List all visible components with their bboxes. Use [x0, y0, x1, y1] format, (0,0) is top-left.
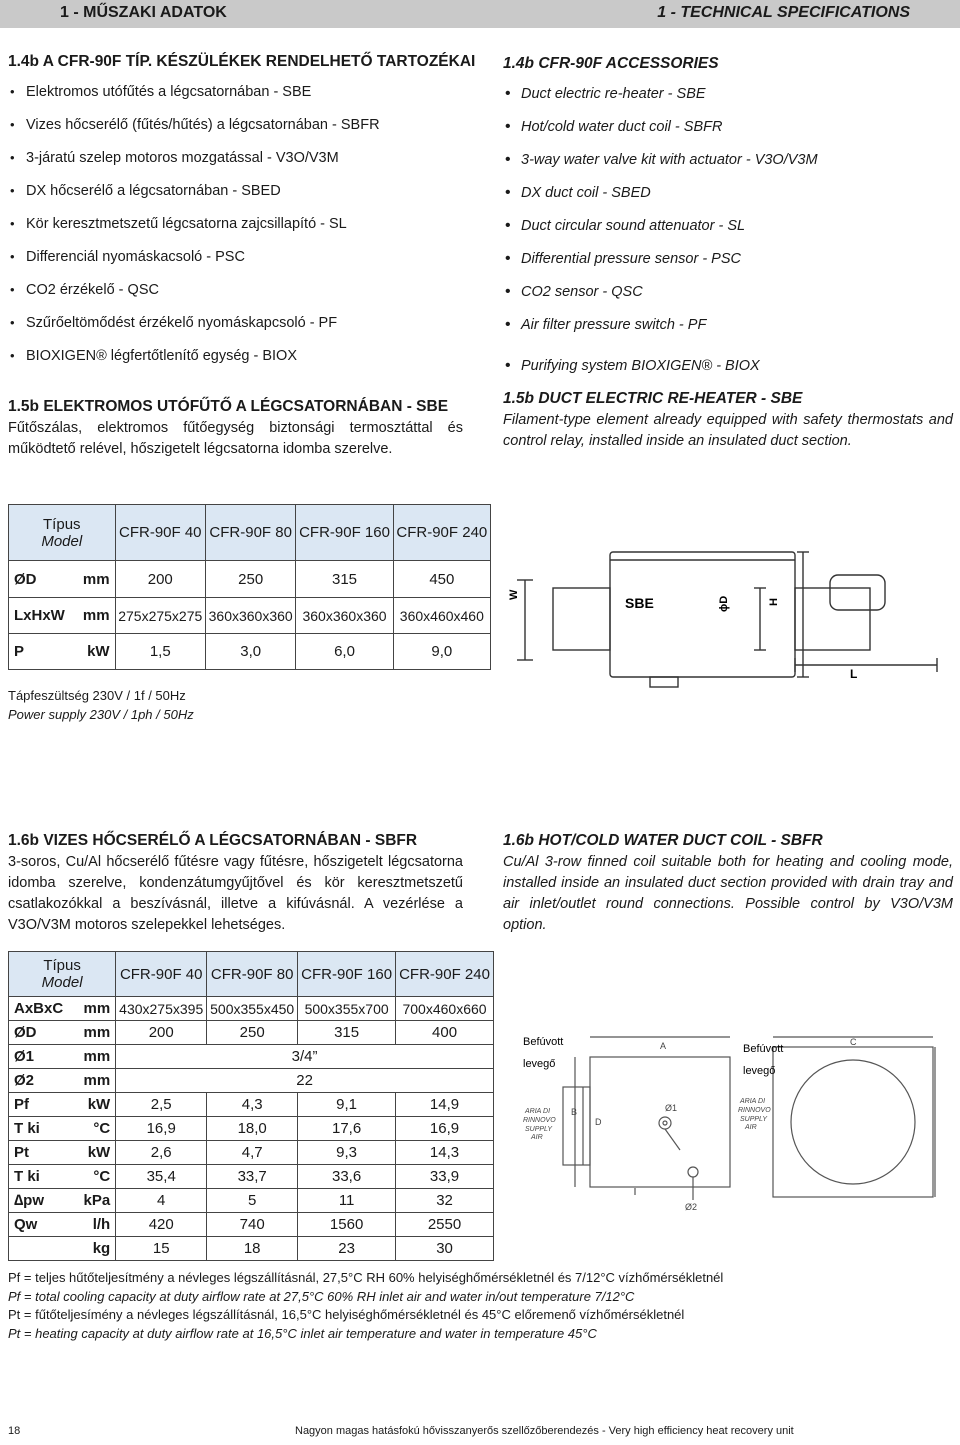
- table-row: [9, 1045, 494, 1069]
- note-1: Pf = teljes hűtőteljesítmény a névleges légszállításnál, 27,5°C RH 60% helyiséghőmérsékletnél és 7/12°C vízhőmérsékletnél: [8, 1270, 724, 1285]
- list-item: • 3-way water valve kit with actuator - V3O/V3M: [503, 149, 953, 182]
- table-cell: 4,7: [207, 1141, 298, 1165]
- list-item: • Szűrőeltömődést érzékelő nyomáskapcsoló - PF: [8, 312, 478, 345]
- table-cell: 6,0: [296, 634, 393, 670]
- header-left: 1 - MŰSZAKI ADATOK: [60, 4, 227, 21]
- supply-hu: Tápfeszültség 230V / 1f / 50Hz: [8, 688, 186, 703]
- note-2: Pf = total cooling capacity at duty airflow rate at 27,5°C 60% RH inlet air and water in/out temperature 7/12°C: [8, 1288, 635, 1304]
- row-label: P: [9, 634, 76, 670]
- list-item: • Duct circular sound attenuator - SL: [503, 215, 953, 248]
- row-label: Qw: [9, 1213, 76, 1237]
- list-item: • DX duct coil - SBED: [503, 182, 953, 215]
- w-label: W: [508, 589, 520, 600]
- table-cell: 17,6: [298, 1117, 396, 1141]
- table-cell: 33,9: [396, 1165, 494, 1189]
- list-item: • CO2 sensor - QSC: [503, 281, 953, 314]
- page-header: [0, 0, 960, 28]
- row-label: Pt: [9, 1141, 76, 1165]
- row-label: ∆pw: [9, 1189, 76, 1213]
- note-4: Pt = heating capacity at duty airflow rate at 16,5°C inlet air temperature and water in temperature 45°C: [8, 1325, 597, 1341]
- sbfr-en-text: Cu/Al 3-row finned coil suitable both for heating and cooling mode, installed inside an insulated duct section provided with drain tray and air inlet/outlet round connections. Possible control by V3O/V3M option.: [503, 854, 953, 933]
- table-cell: 200: [116, 1021, 207, 1045]
- row-label: T ki: [9, 1165, 76, 1189]
- table-cell: 250: [207, 1021, 298, 1045]
- left-label-2: levegő: [523, 1058, 556, 1070]
- table-row: [9, 1165, 494, 1189]
- row-unit: kW: [75, 1141, 115, 1165]
- footer-text: Nagyon magas hatásfokú hővisszanyerős szellőzőberendezés - Very high efficiency heat recovery unit: [295, 1425, 794, 1437]
- table-cell: 360x360x360: [296, 598, 393, 634]
- dim-b: B: [571, 1107, 578, 1117]
- header-right: 1 - TECHNICAL SPECIFICATIONS: [657, 4, 910, 21]
- accessories-en-title: 1.4b CFR-90F ACCESSORIES: [503, 55, 719, 72]
- table-cell: 23: [298, 1237, 396, 1261]
- row-unit: kW: [76, 634, 115, 670]
- left-it-2: RINNOVO: [523, 1117, 556, 1124]
- table-header: CFR-90F 40: [116, 952, 207, 997]
- sbe-spec-table: [8, 504, 491, 670]
- accessories-hu-title: 1.4b A CFR-90F TÍP. KÉSZÜLÉKEK RENDELHETŐ TARTOZÉKAI: [8, 53, 476, 70]
- d-label: ϕD: [718, 595, 730, 612]
- row-label: AxBxC: [9, 997, 76, 1021]
- left-en-2: AIR: [531, 1134, 543, 1141]
- table-row: [9, 1093, 494, 1117]
- table-cell: 33,7: [207, 1165, 298, 1189]
- row-unit: °C: [75, 1117, 115, 1141]
- table-header: CFR-90F 240: [393, 505, 490, 561]
- dim-d: D: [595, 1117, 602, 1127]
- table-cell: 2,5: [116, 1093, 207, 1117]
- header-type-en: Model: [41, 974, 83, 991]
- dim-o2: Ø2: [685, 1202, 698, 1212]
- page-number: 18: [8, 1425, 21, 1437]
- table-cell: 360x460x460: [393, 598, 490, 634]
- sbe-en: [503, 390, 953, 452]
- table-row: [9, 1069, 494, 1093]
- row-unit: mm: [75, 997, 115, 1021]
- table-cell: 275x275x275: [115, 598, 205, 634]
- sbfr-spec-table: [8, 951, 494, 1261]
- table-header: CFR-90F 80: [205, 505, 295, 561]
- row-unit: mm: [75, 1045, 115, 1069]
- sbfr-hu: [8, 832, 463, 936]
- right-it-1: ARIA DI: [740, 1098, 766, 1105]
- list-item: • Differential pressure sensor - PSC: [503, 248, 953, 281]
- row-label: T ki: [9, 1117, 76, 1141]
- supply-note: [8, 686, 194, 724]
- list-item: • Hot/cold water duct coil - SBFR: [503, 116, 953, 149]
- list-item: • 3-járatú szelep motoros mozgatással - V3O/V3M: [8, 147, 478, 180]
- table-cell: 315: [298, 1021, 396, 1045]
- row-unit: mm: [76, 598, 115, 634]
- list-item: • Air filter pressure switch - PF: [503, 314, 953, 347]
- table-cell: 3/4”: [116, 1045, 494, 1069]
- table-header: CFR-90F 160: [296, 505, 393, 561]
- table-cell: 18,0: [207, 1117, 298, 1141]
- dim-o1: Ø1: [665, 1103, 678, 1113]
- list-item: • Vizes hőcserélő (fűtés/hűtés) a légcsatornában - SBFR: [8, 114, 478, 147]
- dim-c: C: [850, 1037, 857, 1047]
- row-unit: l/h: [75, 1213, 115, 1237]
- table-cell: 33,6: [298, 1165, 396, 1189]
- header-type-hu: Típus: [43, 957, 81, 974]
- table-cell: 2,6: [116, 1141, 207, 1165]
- table-cell: 5: [207, 1189, 298, 1213]
- table-row: [9, 561, 491, 598]
- table-cell: 14,9: [396, 1093, 494, 1117]
- sbfr-en: [503, 832, 953, 936]
- right-en-2: AIR: [745, 1124, 757, 1131]
- list-item: • DX hőcserélő a légcsatornában - SBED: [8, 180, 478, 213]
- row-label: Pf: [9, 1093, 76, 1117]
- table-cell: 9,3: [298, 1141, 396, 1165]
- table-cell: 315: [296, 561, 393, 598]
- table-header: CFR-90F 40: [115, 505, 205, 561]
- table-row: [9, 1213, 494, 1237]
- row-unit: mm: [75, 1069, 115, 1093]
- table-header: CFR-90F 240: [396, 952, 494, 997]
- table-cell: 18: [207, 1237, 298, 1261]
- table-cell: 450: [393, 561, 490, 598]
- row-label: ØD: [9, 1021, 76, 1045]
- sbfr-hu-title: 1.6b VIZES HŐCSERÉLŐ A LÉGCSATORNÁBAN - SBFR: [8, 832, 418, 849]
- dim-a: A: [660, 1041, 667, 1051]
- table-cell: 30: [396, 1237, 494, 1261]
- table-cell: 32: [396, 1189, 494, 1213]
- table-row: [9, 1237, 494, 1261]
- table-row: [9, 634, 491, 670]
- row-label: Ø1: [9, 1045, 76, 1069]
- table-cell: 2550: [396, 1213, 494, 1237]
- left-label-1: Befúvott: [523, 1036, 564, 1048]
- table-cell: 16,9: [116, 1117, 207, 1141]
- accessories-en-list: [503, 83, 953, 388]
- list-item: • Kör keresztmetszetű légcsatorna zajcsillapító - SL: [8, 213, 478, 246]
- table-header: CFR-90F 160: [298, 952, 396, 997]
- table-cell: 35,4: [116, 1165, 207, 1189]
- right-label-1: Befúvott: [743, 1043, 784, 1055]
- table-cell: 200: [115, 561, 205, 598]
- table-row: [9, 997, 494, 1021]
- table-cell: 360x360x360: [205, 598, 295, 634]
- sbe-hu: [8, 398, 463, 460]
- table-cell: 420: [116, 1213, 207, 1237]
- table-cell: 500x355x450: [207, 997, 298, 1021]
- note-3: Pt = fűtőteljesímény a névleges légszállításnál, 16,5°C helyiséghőmérsékletnél és 45°C előremenő vízhőmérsékletnél: [8, 1307, 685, 1322]
- table-cell: 11: [298, 1189, 396, 1213]
- header-type-en: Model: [41, 532, 83, 550]
- table-row: [9, 1141, 494, 1165]
- list-item: • Elektromos utófűtés a légcsatornában - SBE: [8, 81, 478, 114]
- right-it-2: RINNOVO: [738, 1107, 771, 1114]
- supply-en: Power supply 230V / 1ph / 50Hz: [8, 707, 194, 722]
- accessories-en: [503, 55, 953, 388]
- table-header-model: [9, 952, 116, 997]
- table-cell: 14,3: [396, 1141, 494, 1165]
- table-cell: 1560: [298, 1213, 396, 1237]
- list-item: • Duct electric re-heater - SBE: [503, 83, 953, 116]
- table-cell: 430x275x395: [116, 997, 207, 1021]
- l-label: L: [850, 667, 858, 681]
- accessories-hu-list: [8, 81, 478, 378]
- list-item: • Differenciál nyomáskacsoló - PSC: [8, 246, 478, 279]
- table-row: [9, 598, 491, 634]
- row-unit: mm: [76, 561, 115, 598]
- table-cell: 740: [207, 1213, 298, 1237]
- table-header: CFR-90F 80: [207, 952, 298, 997]
- table-row: [9, 1117, 494, 1141]
- table-cell: 9,1: [298, 1093, 396, 1117]
- sbfr-hu-text: 3-soros, Cu/Al hőcserélő fűtésre vagy fűtésre, hőszigetelt légcsatorna idomba szerelve, kondenzátumgyűjtővel és kör keresztmetszetű csatlakozókkal a beszívásnál, illetve a kifúvásnál. A vezérlése a V3O/V3M motoros szelepekkel lehetséges.: [8, 854, 463, 933]
- table-cell: 400: [396, 1021, 494, 1045]
- table-cell: 16,9: [396, 1117, 494, 1141]
- list-item: • BIOXIGEN® légfertőtlenítő egység - BIOX: [8, 345, 478, 378]
- notes: [8, 1269, 953, 1343]
- list-item: • Purifying system BIOXIGEN® - BIOX: [503, 355, 953, 388]
- sbe-label: SBE: [625, 595, 654, 611]
- left-en-1: SUPPLY: [525, 1126, 552, 1133]
- sbfr-en-title: 1.6b HOT/COLD WATER DUCT COIL - SBFR: [503, 832, 823, 849]
- table-cell: 22: [116, 1069, 494, 1093]
- sbe-en-text: Filament-type element already equipped with safety thermostats and control relay, installed inside an insulated duct section.: [503, 412, 953, 449]
- header-type-hu: Típus: [43, 515, 81, 533]
- row-label: LxHxW: [9, 598, 76, 634]
- sbe-diagram: [505, 520, 950, 695]
- row-label: Ø2: [9, 1069, 76, 1093]
- sbe-hu-title: 1.5b ELEKTROMOS UTÓFŰTŐ A LÉGCSATORNÁBAN - SBE: [8, 398, 449, 415]
- row-unit: kPa: [75, 1189, 115, 1213]
- row-unit: °C: [75, 1165, 115, 1189]
- table-cell: 700x460x660: [396, 997, 494, 1021]
- table-cell: 3,0: [205, 634, 295, 670]
- list-item: • CO2 érzékelő - QSC: [8, 279, 478, 312]
- table-cell: 15: [116, 1237, 207, 1261]
- h-label: H: [768, 598, 780, 606]
- table-cell: 1,5: [115, 634, 205, 670]
- left-it-1: ARIA DI: [525, 1108, 551, 1115]
- row-label: [9, 1237, 76, 1261]
- table-cell: 9,0: [393, 634, 490, 670]
- row-label: ØD: [9, 561, 76, 598]
- table-header-model: [9, 505, 116, 561]
- right-label-2: levegő: [743, 1065, 776, 1077]
- table-cell: 4: [116, 1189, 207, 1213]
- sbe-hu-text: Fűtőszálas, elektromos fűtőegység biztonsági termosztáttal és működtető relével, hőszigetelt légcsatorna idomba szerelve.: [8, 420, 463, 457]
- table-cell: 500x355x700: [298, 997, 396, 1021]
- table-row: [9, 1021, 494, 1045]
- row-unit: mm: [75, 1021, 115, 1045]
- accessories-hu: [8, 53, 478, 378]
- row-unit: kW: [75, 1093, 115, 1117]
- sbfr-diagram: [505, 1025, 950, 1225]
- table-cell: 250: [205, 561, 295, 598]
- table-row: [9, 1189, 494, 1213]
- sbe-en-title: 1.5b DUCT ELECTRIC RE-HEATER - SBE: [503, 390, 803, 407]
- table-cell: 4,3: [207, 1093, 298, 1117]
- right-en-1: SUPPLY: [740, 1116, 767, 1123]
- row-unit: kg: [75, 1237, 115, 1261]
